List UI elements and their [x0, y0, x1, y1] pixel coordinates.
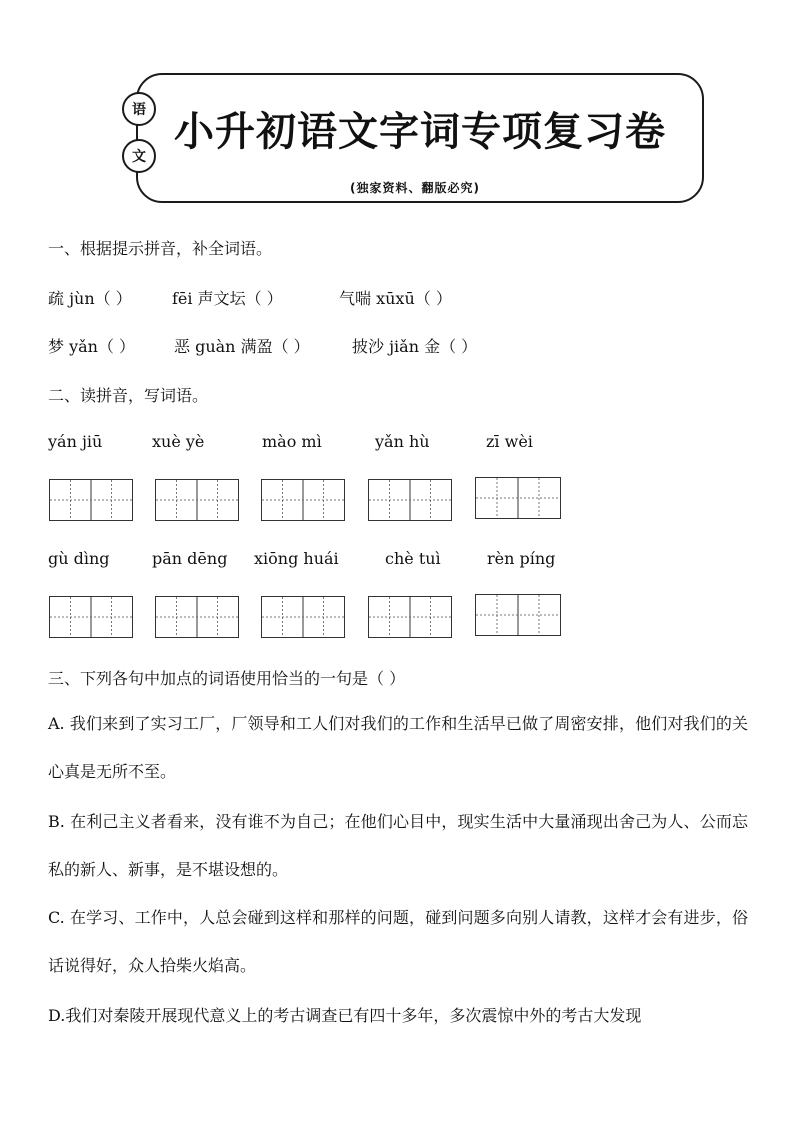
writing-grid[interactable] [155, 596, 239, 638]
pinyin-label: zī wèi [486, 432, 533, 451]
section3-heading: 三、下列各句中加点的词语使用恰当的一句是（ ） [48, 669, 406, 688]
subject-badge-top: 语 [122, 92, 156, 126]
writing-grid[interactable] [49, 596, 133, 638]
writing-grid[interactable] [475, 594, 561, 636]
section2-heading: 二、读拼音，写词语。 [48, 386, 209, 405]
pinyin-label: chè tuì [385, 549, 441, 568]
pinyin-label: mào mì [262, 432, 322, 451]
option-c: C. 在学习、工作中，人总会碰到这样和那样的问题，碰到问题多向别人请教，这样才会有进步，俗话说得好，众人拾柴火焰高。 [48, 908, 748, 975]
writing-grid[interactable] [155, 479, 239, 521]
pinyin-label: pān dēng [152, 549, 228, 568]
page-subtitle: (独家资料、翻版必究) [350, 181, 480, 195]
pinyin-label: xuè yè [152, 432, 205, 451]
writing-grid[interactable] [368, 479, 452, 521]
question-item: 疏 jùn（ ） [48, 289, 132, 308]
section1-heading: 一、根据提示拼音，补全词语。 [48, 239, 273, 258]
pinyin-label: rèn píng [487, 549, 556, 568]
question-item: 恶 guàn 满盈（ ） [174, 337, 310, 356]
page-title: 小升初语文字词专项复习卷 [174, 109, 666, 155]
question-item: 气喘 xūxū（ ） [339, 289, 452, 308]
question-item: 披沙 jiǎn 金（ ） [352, 337, 478, 356]
option-d: D.我们对秦陵开展现代意义上的考古调查已有四十多年，多次震惊中外的考古大发现 [48, 1006, 642, 1025]
writing-grid[interactable] [368, 596, 452, 638]
writing-grid[interactable] [475, 477, 561, 519]
question-item: fēi 声文坛（ ） [172, 289, 283, 308]
pinyin-label: gù dìng [48, 549, 110, 568]
writing-grid[interactable] [261, 596, 345, 638]
writing-grid[interactable] [49, 479, 133, 521]
option-b: B. 在利己主义者看来，没有谁不为自己；在他们心目中，现实生活中大量涌现出舍己为人、公而忘私的新人、新事，是不堪设想的。 [48, 812, 748, 879]
question-item: 梦 yǎn（ ） [48, 337, 136, 356]
writing-grid[interactable] [261, 479, 345, 521]
subject-badge-bottom: 文 [122, 139, 156, 173]
pinyin-label: yán jiū [48, 432, 103, 451]
pinyin-label: yǎn hù [375, 432, 430, 451]
pinyin-label: xiōng huái [254, 549, 339, 568]
option-a: A. 我们来到了实习工厂，厂领导和工人们对我们的工作和生活早已做了周密安排，他们对我们的关心真是无所不至。 [48, 714, 748, 781]
